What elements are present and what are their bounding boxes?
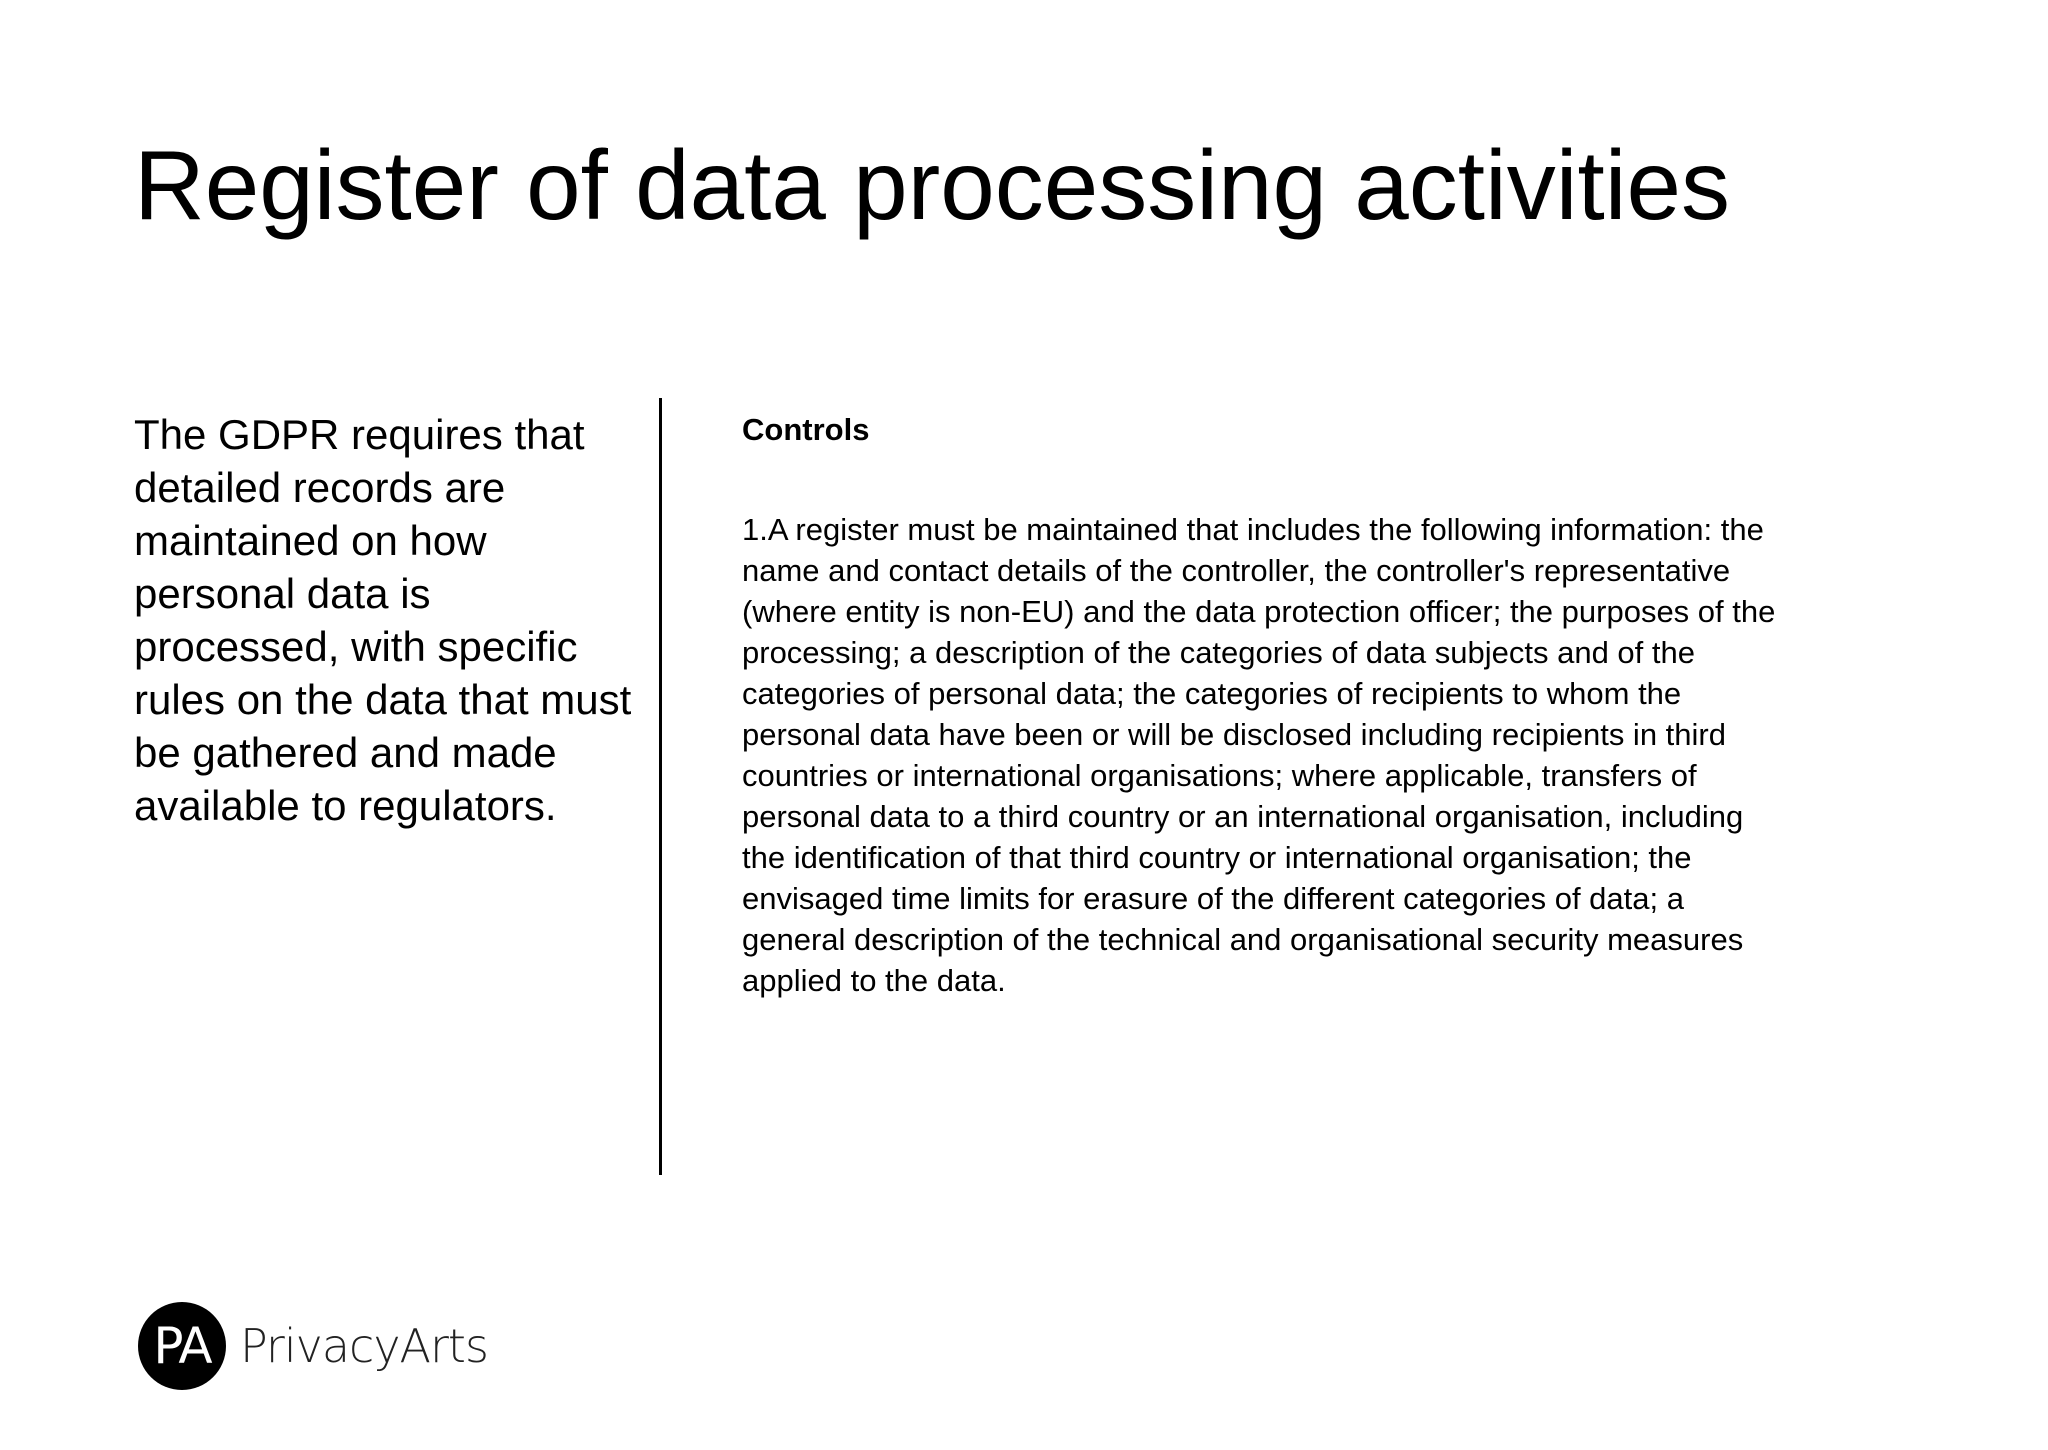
logo-mark-icon: PA [138, 1302, 226, 1390]
controls-heading: Controls [742, 412, 870, 447]
controls-body: 1.A register must be maintained that includes the following information: the name and contact details of the controller, the controller's representative (where entity is non-EU) and the data protection officer; the purposes of the processing; a description of the categories of data subjects and of the categories of personal data; the categories of recipients to whom the personal data have been or will be disclosed including recipients in third countries or international organisations; where applicable, transfers of personal data to a third country or an international organisation, including the identification of that third country or international organisation; the envisaged time limits for erasure of the different categories of data; a general description of the technical and organisational security measures applied to the data. [742, 512, 1776, 998]
privacy-arts-logo [138, 1302, 488, 1390]
intro-text: The GDPR requires that detailed records are maintained on how personal data is processed, with specific rules on the data that must be gathered and made available to regulators. [134, 411, 632, 829]
column-divider [659, 398, 662, 1175]
logo-name: PrivacyArts [240, 1319, 488, 1373]
page-title: Register of data processing activities [134, 130, 1730, 240]
